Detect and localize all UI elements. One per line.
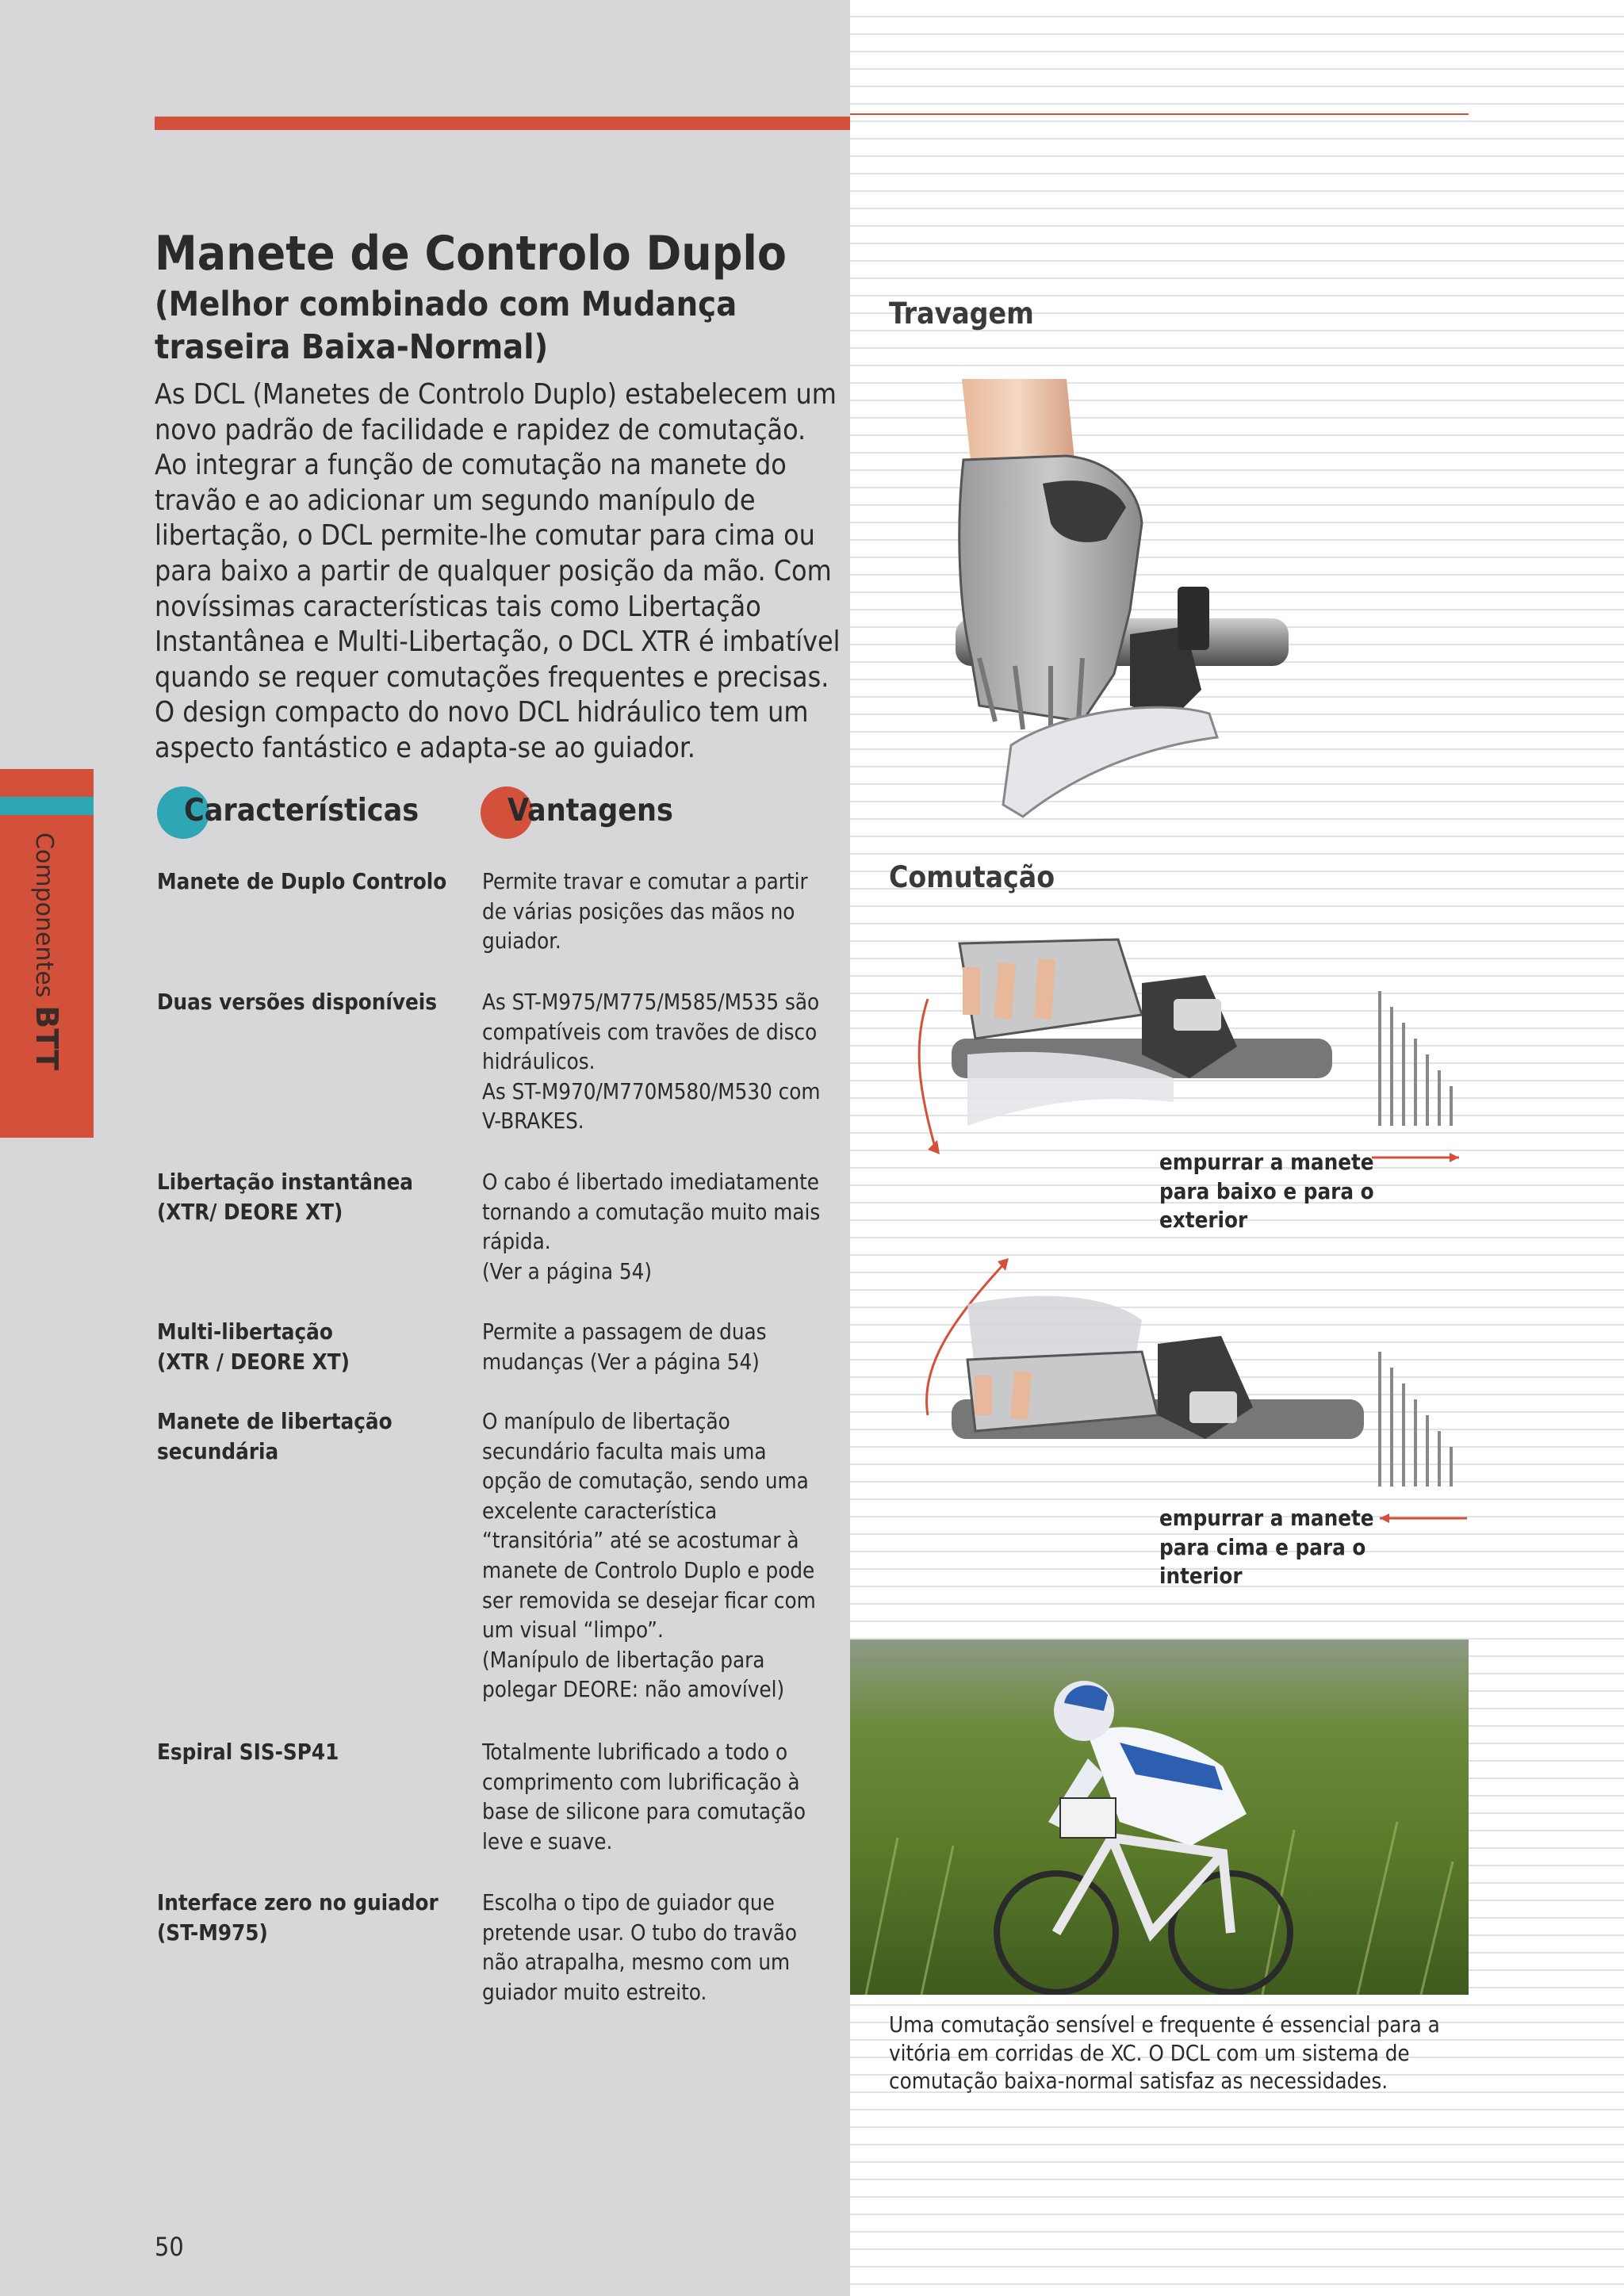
feature-desc: Escolha o tipo de guiador que pretende usar. O tubo do travão não atrapalha, mesmo com um guiador muito estreito. [482, 1890, 798, 2005]
shift-down-illustration [904, 920, 1475, 1173]
shifting-label: Comutação [889, 860, 1055, 894]
feature-desc: O cabo é libertado imediatamente tornando a comutação muito mais rápida. (Ver a página 54) [482, 1169, 821, 1284]
feature-name: Manete de libertação secundária [157, 1409, 393, 1464]
feature-name: Libertação instantânea (XTR/ DEORE XT) [157, 1169, 413, 1225]
feature-desc: As ST-M975/M775/M585/M535 são compatíveis com travões de disco hidráulicos. As ST-M970/M770M580/M530 com V-BRAKES. [482, 989, 821, 1135]
features-heading [162, 793, 419, 828]
feature-desc: Totalmente lubrificado a todo o comprimento com lubrificação à base de silicone para comutação leve e suave. [482, 1739, 806, 1854]
section-tab-text-bold: BTT [29, 1005, 64, 1070]
feature-desc: Permite a passagem de duas mudanças (Ver a página 54) [482, 1319, 767, 1375]
features-heading-text: Características [184, 793, 419, 828]
feature-name: Interface zero no guiador (ST-M975) [157, 1890, 439, 1946]
section-tab-stripe [0, 797, 94, 815]
advantages-heading-text: Vantagens [508, 793, 673, 828]
feature-desc: Permite travar e comutar a partir de várias posições das mãos no guiador. [482, 869, 808, 955]
feature-name: Duas versões disponíveis [157, 989, 437, 1015]
feature-name: Manete de Duplo Controlo [157, 869, 447, 894]
arrow-out-label: empurrar a manete para baixo e para o exterior [1159, 1150, 1374, 1233]
section-tab-text: Componentes [30, 832, 58, 998]
page-title: Manete de Controlo Duplo [155, 226, 787, 281]
top-accent-bar [155, 117, 850, 130]
intro-paragraph: As DCL (Manetes de Controlo Duplo) estabelecem um novo padrão de facilidade e rapidez de comutação. Ao integrar a função de comutação na manete do travão e ao adicionar um segundo manípulo de libertação, o DCL permite-lhe comutar para cima ou para baixo a partir de qualquer posição da mão. Com novíssimas características tais como Libertação Instantânea e Multi-Libertação, o DCL XTR é imbatível quando se requer comutações frequentes e precisas. O design compacto do novo DCL hidráulico tem um aspecto fantástico e adapta-se ao guiador. [155, 378, 841, 764]
cyclist-photo [850, 1640, 1469, 1995]
braking-label: Travagem [889, 297, 1034, 331]
advantages-heading [485, 793, 673, 828]
photo-caption: Uma comutação sensível e frequente é essencial para a vitória em corridas de XC. O DCL com um sistema de comutação baixa-normal satisfaz as necessidades. [889, 2012, 1440, 2094]
page-number: 50 [155, 2232, 184, 2262]
feature-name: Espiral SIS-SP41 [157, 1739, 339, 1765]
braking-hand-illustration [948, 373, 1312, 825]
feature-name: Multi-libertação (XTR / DEORE XT) [157, 1319, 350, 1375]
top-accent-line [850, 113, 1469, 115]
page-subtitle: (Melhor combinado com Mudança traseira Baixa-Normal) [155, 285, 737, 367]
section-tab-label [29, 832, 64, 1070]
feature-desc: O manípulo de libertação secundário faculta mais uma opção de comutação, sendo uma excelente característica “transitória” até se acostumar à manete de Controlo Duplo e pode ser removida se desejar ficar com um visual “limpo”. (Manípulo de libertação para polegar DEORE: não amovível) [482, 1409, 816, 1703]
shift-up-illustration [904, 1257, 1475, 1526]
arrow-in-label: empurrar a manete para cima e para o interior [1159, 1506, 1374, 1589]
